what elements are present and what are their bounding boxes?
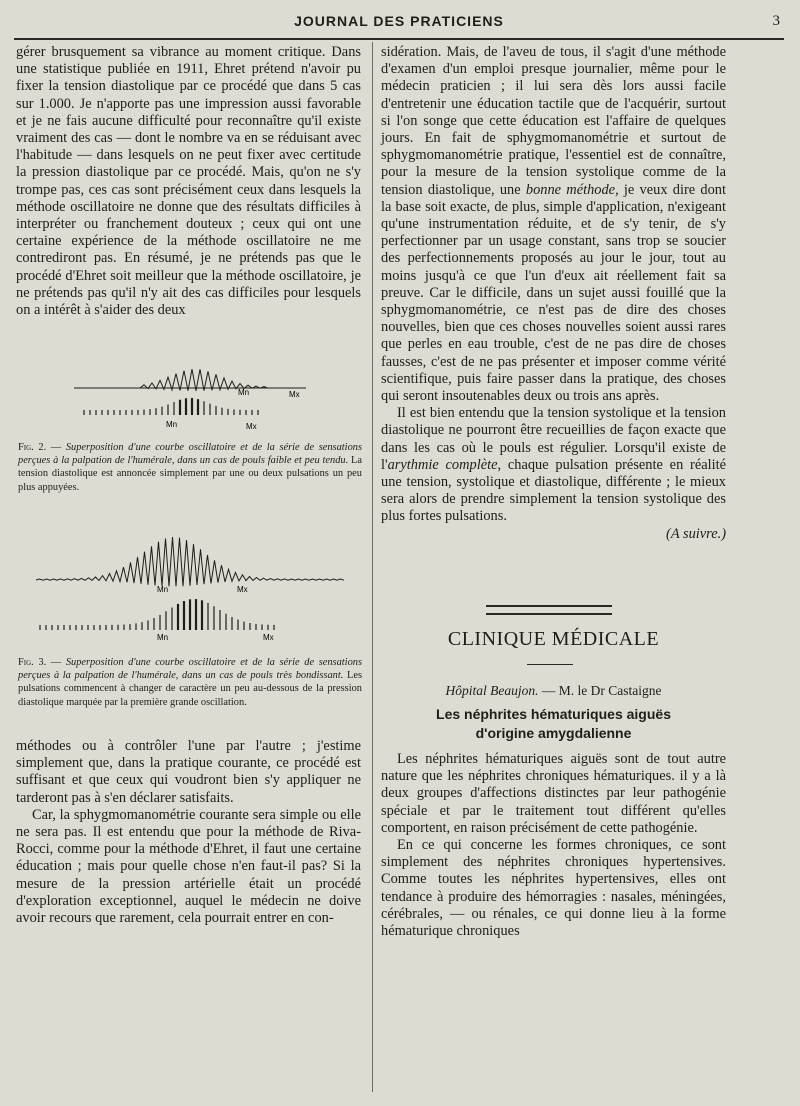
caption-italic: Superposition d'une courbe oscillatoire et de la série de sensations perçues à la palpation de l'humérale, dans un cas de pouls très bondissant. [18, 657, 363, 682]
paragraph [381, 405, 726, 525]
text-run: , je veux dire dont la base soit exacte, de plus, simple d'application, n'exigeant qu'une instrumentation réduite, et de s'y tenir, de s'y perfectionner par un usage constant, sans trop se soucier des perfectionnements proposés au jour le jour, tout au moins jusqu'à ce que l'un d'eux ait réellement fait sa preuve. Car le difficile, dans un sujet aussi fouillé que la sphygmomanométrie, ce n'est pas de dire des choses nouvelles, bien que ces choses nouvelles soient aussi rares que perles en eau trouble, c'est de ne pas dire de choses fausses, c'est de ne pas présenter et imposer comme vérité scientifique, puis faire passer dans la pratique, des choses qui seront insoutenables deux ou trois ans après. [381, 181, 726, 405]
caption-text: La tension diastolique est annoncée simplement par une ou deux pulsations un peu plus appuyées. [18, 455, 363, 493]
caption-dash: — [46, 657, 66, 668]
article-body [381, 751, 726, 940]
fig3-mn-label-bars: Mn [157, 633, 169, 642]
left-column-bottom-text [16, 738, 361, 927]
text-run: sidération. Mais, de l'aveu de tous, il s'agit d'une méthode d'examen d'un emploi presque journalier, même pour le médecin praticien ; il lui sera dès lors aussi facile d'entretenir une éducation tactile que de l'acquérir, surtout si l'on songe que cette éducation est l'affaire de quelques jours. En fait de sphygmomanométrie et surtout de sphygmomanométrie pratique, l'essentiel est de connaître, pour la mesure de la tension systolique comme de la tension diastolique, une [381, 44, 726, 198]
emphasis: arythmie complète [387, 456, 498, 473]
figure-2-caption [18, 441, 362, 494]
fig3-mx-label-bars: Mx [263, 633, 274, 642]
paragraph [381, 44, 726, 405]
running-header [14, 10, 784, 40]
fig3-wave [36, 537, 344, 586]
a-suivre: (A suivre.) [666, 525, 726, 542]
caption-italic: Superposition d'une courbe oscillatoire et de la série de sensations perçues à la palpation de l'humérale, dans un cas de pouls faible et peu tendu. [18, 442, 363, 467]
left-column-top-text [16, 44, 361, 319]
hospital-byline [381, 683, 726, 699]
fig3-mx-label: Mx [237, 585, 248, 594]
fig2-mx-label-bars: Mx [246, 422, 257, 431]
fig2-mn-label-bars: Mn [166, 420, 178, 429]
journal-title: JOURNAL DES PRATICIENS [294, 13, 504, 29]
text-run: , chaque pulsation présente en réalité une tension, systolique et diastolique, différente ; le mieux sera alors de prendre simplement la tension systolique des plus fortes pulsations. [381, 456, 726, 525]
caption-dash: — [46, 442, 66, 453]
paragraph: méthodes ou à contrôler l'une par l'autre ; j'estime simplement que, dans la pratique courante, ce procédé est suffisant et que ceux qui voudront bien s'y appliquer ne tarderont pas à s'en déclarer satisfaits. [16, 738, 361, 806]
paragraph: En ce qui concerne les formes chroniques, ce sont simplement des néphrites chroniques hypertensives. Comme toutes les néphrites hypertensives, elles ont tendance à produire des hémorragies : nasales, méningées, cérébrales, — ou rénales, ce qui donne lieu à la forme hématurique chroniques [381, 837, 726, 940]
text-run: Il est bien entendu que la tension systolique et la tension diastolique ne pourront être recueillies de façon exacte que dans les cas où le pouls est régulier. Lorsqu'il existe de l' [381, 405, 726, 473]
author: — M. le Dr Castaigne [538, 683, 662, 698]
fig2-mn-label: Mn [238, 388, 250, 397]
figure-3-label: Fig. 3. [18, 657, 47, 668]
section-title: CLINIQUE MÉDICALE [447, 628, 660, 650]
fig3-mn-label: Mn [157, 585, 169, 594]
article-title [381, 705, 726, 743]
right-column-text [381, 44, 726, 543]
figure-2-label: Fig. 2. [18, 442, 47, 453]
paragraph: gérer brusquement sa vibrance au moment critique. Dans une statistique publiée en 1911, Ehret prétend n'avoir pu fixer la tension diastolique par ce procédé que dans 5 cas sur 1.000. Je n'apporte pas une impression aussi favorable et je ne fais aucune difficulté pour reconnaître qu'il existe vraiment des cas — dont le nombre va en se réduisant avec l'habitude — dans lesquels on ne peut fixer avec certitude la pression diastolique par ce procédé. Mais, qu'on ne s'y trompe pas, ces cas sont précisément ceux dans lesquels la méthode oscillatoire ne donne que des résultats difficiles à interpréter ou franchement douteux ; ceux qui ont une certaine expérience de la méthode oscillatoire ne me contrediront pas. En résumé, je ne prétends pas que le procédé d'Ehret soit meilleur que la méthode oscillatoire, je ne prétends pas qu'il n'y ait des cas difficiles pour lesquels on a intérêt à s'aider des deux [16, 44, 361, 319]
section-separator [486, 605, 612, 615]
paragraph: Les néphrites hématuriques aiguës sont de tout autre nature que les néphrites chroniques hématuriques. il y a là deux groupes d'affections distinctes par leur pathogénie spéciale et par le traitement tout différent qu'elles comportent, en raison précisément de cette pathogénie. [381, 751, 726, 836]
emphasis: bonne méthode [525, 181, 616, 198]
figure-3-oscillation-curve [34, 528, 374, 648]
fig2-mx-label: Mx [289, 390, 300, 399]
caption-text: Les pulsations commencent à changer de caractère un peu au-dessous de la pression diastolique marquée par la première grande oscillation. [18, 670, 362, 708]
article-title-line: d'origine amygdalienne [475, 725, 632, 741]
figure-3-caption [18, 656, 362, 709]
figure-2-oscillation-curve [70, 360, 430, 440]
paragraph: Car, la sphygmomanométrie courante sera simple ou elle ne sera pas. Il est entendu que pour la méthode de Riva-Rocci, comme pour la méthode d'Ehret, il faut une certaine éducation ; mais pour quelle chose n'en faut-il pas? Si la mesure de la pression artérielle était un procédé d'exploration exceptionnel, auquel le médecin ne doive avoir recours que rarement, cela pourrait entrer en con- [16, 806, 361, 927]
hospital-name: Hôpital Beaujon. [445, 683, 539, 698]
title-rule [527, 664, 573, 665]
page-number: 3 [772, 13, 780, 29]
article-title-line: Les néphrites hématuriques aiguës [436, 706, 671, 722]
